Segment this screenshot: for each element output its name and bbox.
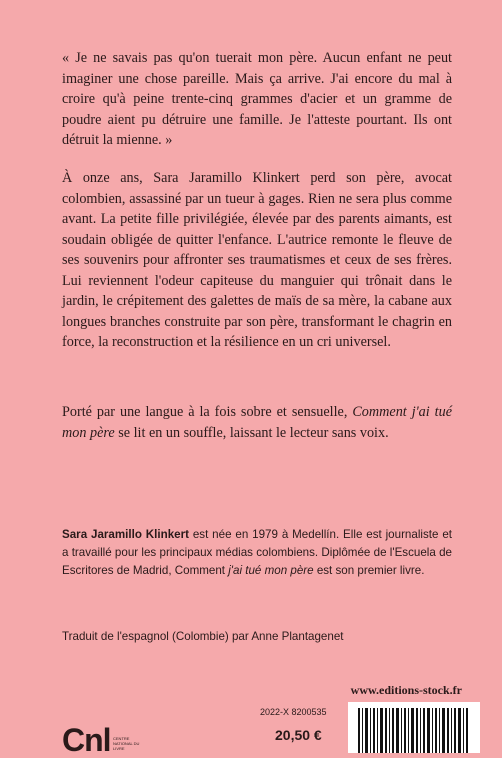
barcode-bars-icon	[358, 708, 470, 753]
cnl-logo: Cnl	[62, 722, 111, 758]
author-name: Sara Jaramillo Klinkert	[62, 528, 189, 541]
isbn-code: 2022-X 8200535	[260, 707, 327, 717]
back-cover-quote: « Je ne savais pas qu'on tuerait mon père. Aucun enfant ne peut imaginer une chose pareille. Mais ça arrive. J'ai encore du mal à croire qu'à peine trente-cinq grammes d'acier et un gramme de poudre aient pu détruire une famille. Je l'atteste pourtant. Ils ont détruit la mienne. »	[62, 50, 452, 148]
price: 20,50 €	[275, 727, 322, 743]
author-bio	[62, 526, 452, 580]
bio-title-part: j'ai tué mon père	[228, 564, 314, 577]
closing-text-before: Porté par une langue à la fois sobre et sensuelle,	[62, 404, 353, 420]
barcode	[348, 702, 480, 753]
closing-paragraph	[62, 402, 452, 443]
bio-text-1: est née en 1979 à Medellín. Elle est journaliste et a travaillé pour les principaux médias colombiens. Diplômée de l'Escuela de Escritores de Madrid, Comment	[62, 528, 452, 577]
book-summary: À onze ans, Sara Jaramillo Klinkert perd son père, avocat colombien, assassiné par un tueur à gages. Rien ne sera plus comme avant. La petite fille privilégiée, élevée par des parents aimants, est soudain obligée de quitter l'enfance. L'autrice remonte le fleuve de ses souvenirs pour affronter ses traumatismes et ceux de ses frères. Lui reviennent l'odeur capiteuse du manguier qui trônait dans le jardin, le crépitement des galettes de maïs de sa mère, la cabane aux longues branches construite par son père, transformant le chagrin en force, la reconstruction et la résilience en un cri universel.	[62, 170, 452, 350]
closing-text-after: se lit en un souffle, laissant le lecteur sans voix.	[114, 424, 389, 441]
cnl-logo-tagline: CENTRE NATIONAL DU LIVRE	[113, 736, 140, 751]
publisher-website: www.editions-stock.fr	[350, 683, 462, 697]
translation-credit: Traduit de l'espagnol (Colombie) par Anne Plantagenet	[62, 630, 344, 643]
book-title-italic: Comment j'ai tué mon père	[62, 404, 452, 441]
bio-text-2: est son premier livre.	[313, 564, 425, 577]
